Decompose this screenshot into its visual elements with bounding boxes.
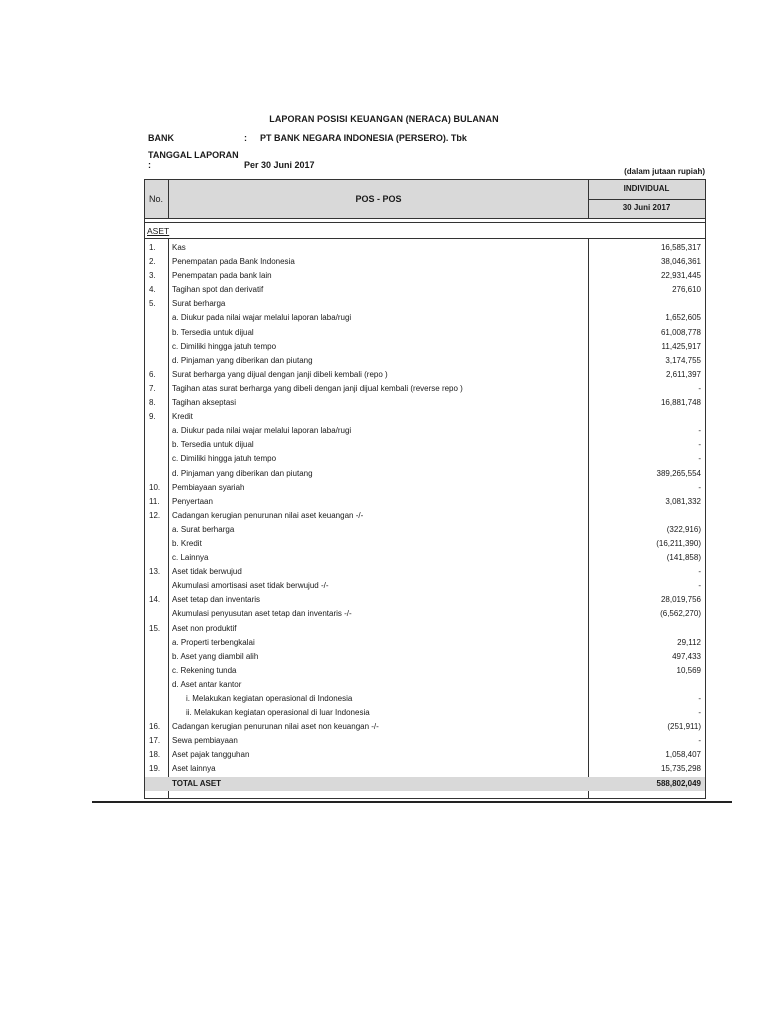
row-label: Surat berharga xyxy=(172,299,226,309)
row-label: Kredit xyxy=(172,412,193,422)
table-row xyxy=(145,340,705,354)
table-row xyxy=(145,748,705,762)
row-label: TOTAL ASET xyxy=(172,778,222,788)
row-value: (6,562,270) xyxy=(660,609,701,619)
row-label: Akumulasi penyusutan aset tetap dan inventaris -/- xyxy=(172,609,352,619)
row-label: Cadangan kerugian penurunan nilai aset non keuangan -/- xyxy=(172,722,379,732)
table-row xyxy=(145,720,705,734)
header-individual: INDIVIDUAL xyxy=(623,184,670,193)
row-label: Pembiayaan syariah xyxy=(172,482,245,492)
table-row xyxy=(145,368,705,382)
table-row xyxy=(145,622,705,636)
row-label: a. Diukur pada nilai wajar melalui laporan laba/rugi xyxy=(172,426,352,436)
row-value: 22,931,445 xyxy=(660,271,701,281)
row-label: Tagihan akseptasi xyxy=(172,398,237,408)
row-value: 389,265,554 xyxy=(656,468,701,478)
row-value: 588,802,049 xyxy=(656,778,701,788)
row-label: i. Melakukan kegiatan operasional di Indonesia xyxy=(186,694,353,703)
row-label: ii. Melakukan kegiatan operasional di luar Indonesia xyxy=(186,708,370,718)
table-row xyxy=(145,481,705,495)
report-date-label: TANGGAL LAPORAN : xyxy=(148,150,239,170)
row-label: d. Aset antar kantor xyxy=(172,679,242,689)
row-label: c. Dimiliki hingga jatuh tempo xyxy=(172,341,277,351)
bank-name: PT BANK NEGARA INDONESIA (PERSERO). Tbk xyxy=(260,133,467,143)
section-divider xyxy=(145,238,705,239)
header-divider xyxy=(168,180,169,218)
table-row xyxy=(145,509,705,523)
row-number: 8. xyxy=(149,398,156,408)
row-number: 2. xyxy=(149,257,156,267)
table-row xyxy=(145,311,705,325)
row-value: (141,858) xyxy=(666,553,701,563)
header-divider xyxy=(588,199,705,200)
row-value: 11,425,917 xyxy=(661,341,701,351)
row-value: - xyxy=(698,567,701,577)
row-value: - xyxy=(698,454,701,464)
row-number: 12. xyxy=(149,510,161,520)
row-value: 10,569 xyxy=(676,665,701,675)
table-row xyxy=(145,452,705,466)
row-value: - xyxy=(698,440,701,450)
table-row xyxy=(145,692,705,706)
row-label: Aset pajak tangguhan xyxy=(172,750,250,760)
row-label: d. Pinjaman yang diberikan dan piutang xyxy=(172,468,313,478)
table-row xyxy=(145,523,705,537)
table-row xyxy=(145,579,705,593)
row-label: a. Diukur pada nilai wajar melalui laporan laba/rugi xyxy=(172,313,352,323)
row-number: 15. xyxy=(149,623,161,633)
row-label: Aset tetap dan inventaris xyxy=(172,595,261,605)
row-value: (251,911) xyxy=(667,722,701,732)
row-value: 38,046,361 xyxy=(660,257,701,267)
row-number: 19. xyxy=(149,764,161,774)
row-label: Surat berharga yang dijual dengan janji dibeli kembali (repo ) xyxy=(172,369,388,379)
table-row xyxy=(145,269,705,283)
row-value: 29,112 xyxy=(677,637,701,647)
table-row xyxy=(145,650,705,664)
row-number: 6. xyxy=(149,369,156,379)
table-rows xyxy=(145,241,705,791)
row-value: 3,081,332 xyxy=(665,496,701,506)
table-row xyxy=(145,706,705,720)
row-value: (322,916) xyxy=(666,524,701,534)
table-row xyxy=(145,734,705,748)
row-label: c. Lainnya xyxy=(172,553,209,563)
row-label: Penempatan pada Bank Indonesia xyxy=(172,257,295,267)
row-number: 4. xyxy=(149,285,156,295)
table-row xyxy=(145,396,705,410)
row-value: 2,611,397 xyxy=(666,369,701,379)
table-row xyxy=(145,438,705,452)
row-value: - xyxy=(698,482,701,492)
row-value: - xyxy=(698,426,701,436)
row-label: Aset tidak berwujud xyxy=(172,567,242,577)
row-label: b. Kredit xyxy=(172,538,202,548)
row-label: b. Aset yang diambil alih xyxy=(172,651,259,661)
table-row xyxy=(145,297,705,311)
row-label: Akumulasi amortisasi aset tidak berwujud -/- xyxy=(172,581,329,591)
row-label: c. Rekening tunda xyxy=(172,665,237,675)
row-value: - xyxy=(698,383,701,393)
report-date-value: Per 30 Juni 2017 xyxy=(244,160,315,170)
row-value: 1,058,407 xyxy=(665,750,701,760)
row-label: b. Tersedia untuk dijual xyxy=(172,327,254,337)
row-value: - xyxy=(698,708,701,718)
row-label: Penempatan pada bank lain xyxy=(172,271,272,281)
row-value: (16,211,390) xyxy=(656,538,701,548)
table-row xyxy=(145,326,705,340)
row-number: 9. xyxy=(149,412,156,422)
row-number: 16. xyxy=(149,722,161,732)
header-no: No. xyxy=(149,194,164,204)
row-value: 276,610 xyxy=(672,285,701,295)
row-value: - xyxy=(698,581,701,591)
report-title: LAPORAN POSISI KEUANGAN (NERACA) BULANAN xyxy=(269,114,499,124)
row-value: - xyxy=(698,694,701,703)
row-label: b. Tersedia untuk dijual xyxy=(172,440,254,450)
table-header xyxy=(145,180,705,219)
table-row xyxy=(145,607,705,621)
row-number: 13. xyxy=(149,567,161,577)
total-row xyxy=(145,777,705,791)
row-number: 14. xyxy=(149,595,161,605)
row-label: a. Properti terbengkalai xyxy=(172,637,255,647)
table-row xyxy=(145,283,705,297)
row-value: 28,019,756 xyxy=(660,595,701,605)
unit-note: (dalam jutaan rupiah) xyxy=(624,167,705,176)
page-bottom-rule xyxy=(92,801,732,803)
table-row xyxy=(145,537,705,551)
row-number: 17. xyxy=(149,736,161,746)
row-value: 16,881,748 xyxy=(660,398,701,408)
balance-sheet-table xyxy=(144,179,706,799)
table-row xyxy=(145,382,705,396)
table-row xyxy=(145,495,705,509)
bank-label: BANK xyxy=(148,133,174,143)
row-label: Aset non produktif xyxy=(172,623,237,633)
header-pos: POS - POS xyxy=(355,194,402,204)
table-row xyxy=(145,593,705,607)
row-value: 15,735,298 xyxy=(660,764,701,774)
row-number: 3. xyxy=(149,271,156,281)
row-number: 7. xyxy=(149,383,156,393)
row-number: 5. xyxy=(149,299,156,309)
section-title: ASET xyxy=(147,226,170,236)
row-label: Tagihan atas surat berharga yang dibeli dengan janji dijual kembali (reverse repo ) xyxy=(172,383,463,393)
header-gap xyxy=(145,218,705,223)
table-row xyxy=(145,664,705,678)
header-date: 30 Juni 2017 xyxy=(622,203,671,212)
row-number: 11. xyxy=(149,496,160,506)
row-value: - xyxy=(698,736,701,746)
row-label: Cadangan kerugian penurunan nilai aset keuangan -/- xyxy=(172,510,364,520)
table-row xyxy=(145,565,705,579)
row-value: 497,433 xyxy=(672,651,701,661)
row-label: a. Surat berharga xyxy=(172,524,235,534)
row-label: Penyertaan xyxy=(172,496,213,506)
row-label: Sewa pembiayaan xyxy=(172,736,238,746)
table-row xyxy=(145,762,705,776)
table-row xyxy=(145,255,705,269)
row-value: 1,652,605 xyxy=(665,313,701,323)
row-number xyxy=(145,777,168,791)
row-label: c. Dimiliki hingga jatuh tempo xyxy=(172,454,277,464)
row-number: 1. xyxy=(149,243,156,252)
table-row xyxy=(145,636,705,650)
row-label: Tagihan spot dan derivatif xyxy=(172,285,264,295)
table-row xyxy=(145,424,705,438)
bank-separator: : xyxy=(244,133,247,143)
row-number: 10. xyxy=(149,482,161,492)
row-value: 61,008,778 xyxy=(660,327,701,337)
row-label: d. Pinjaman yang diberikan dan piutang xyxy=(172,355,313,365)
table-row xyxy=(145,241,705,255)
row-value: 16,585,317 xyxy=(660,243,701,252)
report-date-line xyxy=(148,150,315,170)
table-row xyxy=(145,354,705,368)
table-row xyxy=(145,551,705,565)
bank-line xyxy=(148,133,467,143)
row-label: Kas xyxy=(172,243,186,252)
table-row xyxy=(145,410,705,424)
row-label: Aset lainnya xyxy=(172,764,216,774)
row-value: 3,174,755 xyxy=(665,355,701,365)
row-number: 18. xyxy=(149,750,161,760)
table-row xyxy=(145,678,705,692)
table-row xyxy=(145,467,705,481)
